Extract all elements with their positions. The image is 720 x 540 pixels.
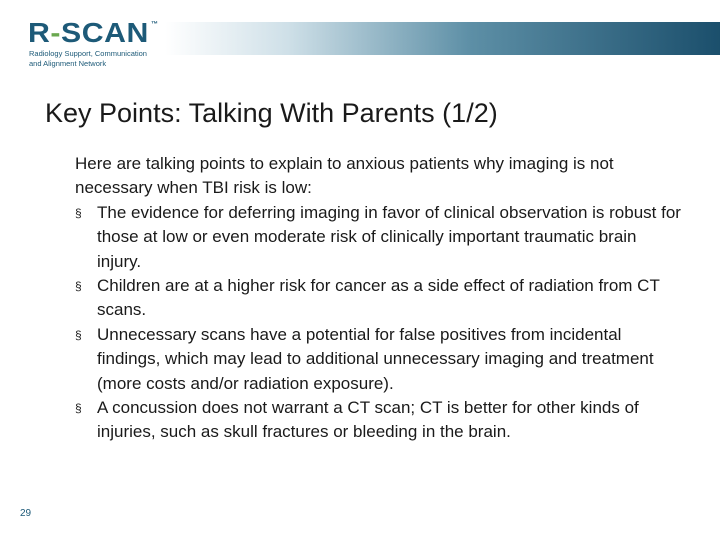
page-number: 29 [20, 508, 32, 519]
list-item [75, 274, 685, 323]
bullet-marker: § [75, 205, 82, 220]
logo-tagline-line: Radiology Support, Communication [29, 49, 147, 58]
bullet-text: Children are at a higher risk for cancer as a side effect of radiation from CT scans. [97, 276, 660, 320]
rscan-logo [28, 18, 168, 78]
bullet-marker: § [75, 327, 82, 342]
logo-tagline [29, 49, 169, 68]
logo-tagline-line: and Alignment Network [29, 58, 107, 68]
intro-paragraph: Here are talking points to explain to anxious patients why imaging is not necessary when TBI risk is low: [75, 154, 614, 198]
list-item [75, 323, 685, 396]
list-item [75, 396, 685, 445]
bullet-text: The evidence for deferring imaging in favor of clinical observation is robust for those at low or even moderate risk of clinically important traumatic brain injury. [97, 202, 681, 271]
slide-body [75, 152, 685, 445]
talking-points-list [75, 201, 685, 445]
logo-trademark: ™ [151, 21, 158, 28]
bullet-marker: § [75, 401, 82, 416]
bullet-text: A concussion does not warrant a CT scan; CT is better for other kinds of injuries, such as skull fractures or bleeding in the brain. [97, 398, 639, 442]
bullet-text: Unnecessary scans have a potential for false positives from incidental findings, which may lead to additional unnecessary imaging and treatment (more costs and/or radiation exposure). [97, 324, 654, 393]
list-item [75, 201, 685, 274]
logo-wordmark: R-SCAN [28, 17, 149, 48]
header-gradient-band [165, 22, 720, 55]
bullet-marker: § [75, 279, 82, 294]
slide-title: Key Points: Talking With Parents (1/2) [45, 98, 498, 128]
